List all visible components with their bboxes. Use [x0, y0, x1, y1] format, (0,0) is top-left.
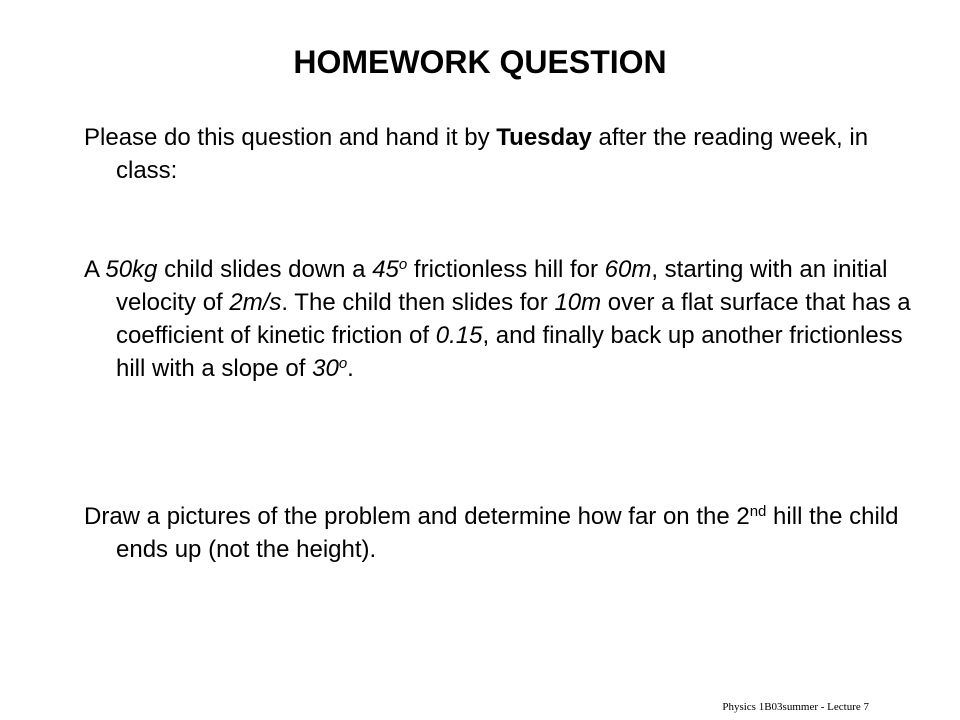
problem-text-6: over a flat surface that has a coefficient of kinetic friction of: [116, 289, 911, 349]
problem-text-4: , starting with an initial velocity of: [116, 256, 888, 316]
slide-title: HOMEWORK QUESTION: [293, 44, 667, 80]
degree-symbol: o: [398, 256, 408, 273]
first-hill-angle-value: 45: [372, 256, 399, 283]
task-paragraph: [84, 500, 936, 566]
problem-text-7: , and finally back up another frictionless hill with a slope of: [116, 322, 903, 382]
second-hill-angle-value: 30: [312, 355, 339, 382]
slide-footer: Physics 1B03summer - Lecture 7: [722, 701, 869, 713]
ordinal-suffix: nd: [749, 503, 767, 520]
problem-paragraph: [84, 253, 936, 385]
first-hill-angle: [372, 256, 407, 283]
problem-text-8: .: [347, 355, 354, 382]
mass-value: 50kg: [105, 256, 158, 283]
intro-text-after: after the reading week, in class:: [116, 124, 869, 184]
intro-text-before: Please do this question and hand it by: [84, 124, 497, 151]
initial-velocity-value: 2m/s: [229, 289, 282, 316]
task-text-after: hill the child ends up (not the height).: [116, 503, 899, 563]
second-hill-angle: [312, 355, 347, 382]
flat-distance-value: 10m: [554, 289, 602, 316]
hill-distance-value: 60m: [604, 256, 652, 283]
problem-text-2: child slides down a: [157, 256, 373, 283]
task-text-before: Draw a pictures of the problem and determine how far on the 2: [84, 503, 750, 530]
friction-coefficient-value: 0.15: [435, 322, 483, 349]
intro-paragraph: [84, 121, 936, 187]
problem-text-3: frictionless hill for: [407, 256, 605, 283]
degree-symbol: o: [338, 355, 348, 372]
problem-text-1: A: [84, 256, 106, 283]
problem-text-5: . The child then slides for: [281, 289, 555, 316]
due-day: Tuesday: [496, 124, 592, 151]
